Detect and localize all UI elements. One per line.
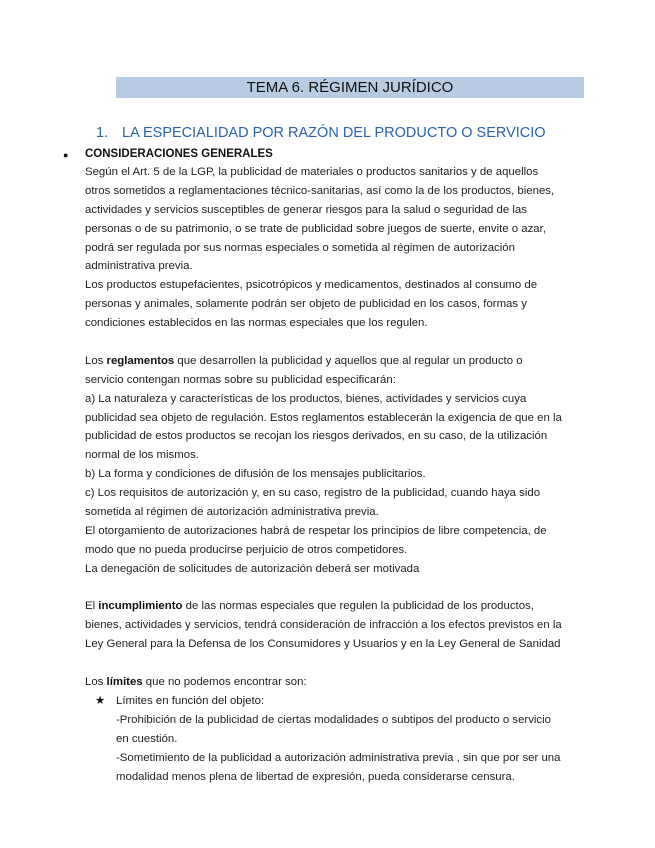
bold-term-reglamentos: reglamentos: [106, 354, 175, 367]
text-line: sometida al régimen de autorización administrativa previa.: [85, 506, 379, 519]
list-item: [85, 692, 585, 711]
text-line: La denegación de solicitudes de autorización deberá ser motivada: [85, 562, 420, 575]
text-line: El incumplimiento de las normas especiales que regulen la publicidad de los productos,: [85, 600, 534, 613]
paragraph-limits: [85, 673, 585, 786]
text-line: administrativa previa.: [85, 260, 193, 273]
section-number: 1.: [96, 125, 109, 141]
text-line: personas o de su patrimonio, o se trate de publicidad sobre juegos de suerte, envite o azar,: [85, 222, 546, 235]
text-line: publicidad de estos productos se recojan los riesgos derivados, en su caso, de la utilización: [85, 430, 548, 443]
text-line: actividades y servicios susceptibles de generar riesgos para la salud o seguridad de las: [85, 203, 527, 216]
text-line: servicio contengan normas sobre su publicidad especificarán:: [85, 373, 396, 386]
paragraph-art5: [85, 163, 585, 276]
paragraph-noncompliance: [85, 597, 585, 654]
text-line: podrá ser regulada por sus normas especiales o sometida al régimen de autorización: [85, 241, 515, 254]
section-heading: [96, 123, 616, 143]
bold-term-incumplimiento: incumplimiento: [98, 600, 183, 613]
bullet-dot-icon: ●: [63, 150, 69, 160]
paragraph-stupefacients: [85, 276, 585, 333]
page-title: TEMA 6. RÉGIMEN JURÍDICO: [116, 77, 584, 98]
text-line: en cuestión.: [116, 732, 178, 745]
section-heading-text: LA ESPECIALIDAD POR RAZÓN DEL PRODUCTO O SERVICIO: [122, 125, 546, 141]
star-bullet-icon: ★: [95, 694, 106, 707]
text-line: -Prohibición de la publicidad de ciertas modalidades o subtipos del producto o servicio: [116, 713, 551, 726]
text-line: modalidad menos plena de libertad de expresión, pueda considerarse censura.: [116, 770, 515, 783]
text-line: publicidad sea objeto de regulación. Estos reglamentos establecerán la exigencia de que en la: [85, 411, 562, 424]
text-line: condiciones establecidos en las normas especiales que los regulen.: [85, 317, 428, 330]
text-line: modo que no pueda producirse perjuicio de otros competidores.: [85, 543, 408, 556]
bold-term-limites: límites: [106, 676, 143, 689]
text-line: bienes, actividades y servicios, tendrá consideración de infracción a los efectos previstos en la: [85, 619, 562, 632]
text-line: El otorgamiento de autorizaciones habrá de respetar los principios de libre competencia, de: [85, 524, 547, 537]
text-line: personas y animales, solamente podrán ser objeto de publicidad en los casos, formas y: [85, 298, 527, 311]
text-line: a) La naturaleza y características de los productos, bienes, actividades y servicios cuya: [85, 392, 527, 405]
text-line: Los límites que no podemos encontrar son:: [85, 676, 307, 689]
text-line: otros sometidos a reglamentaciones técnico-sanitarias, así como la de los productos, bienes,: [85, 184, 555, 197]
text-line: Según el Art. 5 de la LGP, la publicidad de materiales o productos sanitarios y de aquellos: [85, 166, 539, 178]
list-item-label: Límites en función del objeto:: [116, 694, 265, 707]
paragraph-regulations: [85, 352, 585, 579]
text-line: c) Los requisitos de autorización y, en su caso, registro de la publicidad, cuando haya sido: [85, 487, 541, 500]
text-line: -Sometimiento de la publicidad a autorización administrativa previa , sin que por ser una: [116, 751, 561, 764]
text-line: Los reglamentos que desarrollen la publicidad y aquellos que al regular un producto o: [85, 354, 523, 367]
text-line: normal de los mismos.: [85, 449, 199, 462]
text-line: b) La forma y condiciones de difusión de los mensajes publicitarios.: [85, 468, 426, 481]
text-line: Ley General para la Defensa de los Consumidores y Usuarios y en la Ley General de Sanidad: [85, 638, 561, 651]
text-line: Los productos estupefacientes, psicotrópicos y medicamentos, destinados al consumo de: [85, 279, 538, 292]
body-text: [85, 163, 585, 786]
sub-heading: CONSIDERACIONES GENERALES: [85, 148, 273, 160]
